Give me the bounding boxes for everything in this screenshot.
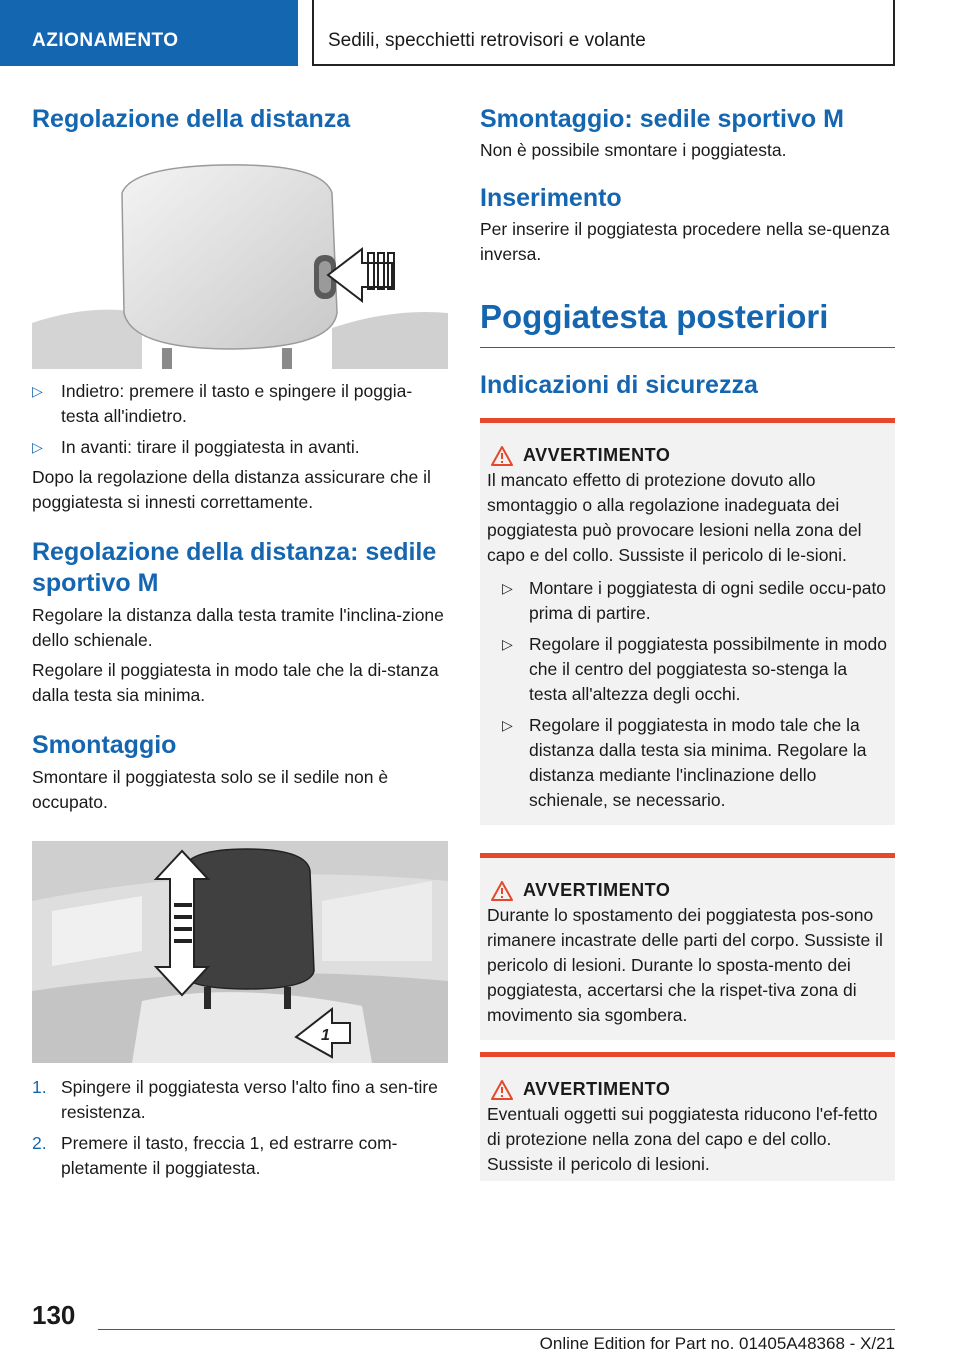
left-column — [32, 100, 448, 1181]
insert-paragraph: Per inserire il poggiatesta procedere nella se-quenza inversa. — [480, 219, 890, 264]
list-item: 1. Spingere il poggiatesta verso l'alto fino a sen-tire resistenza. — [32, 1077, 438, 1122]
triangle-bullet-icon: ▷ — [502, 717, 513, 733]
footer-edition[interactable]: Online Edition for Part no. 01405A48368 - X/21 — [539, 1334, 895, 1353]
warning-title: AVVERTIMENTO — [523, 880, 671, 900]
list-item: ▷ Regolare il poggiatesta possibilmente in modo che il centro del poggiatesta so-stenga la testa all'altezza degli occhi. — [502, 634, 887, 704]
heading-rear-headrests: Poggiatesta posteriori — [480, 297, 895, 348]
removal-steps — [32, 1075, 448, 1181]
heading-insert: Inserimento — [480, 184, 622, 212]
distance-note: Dopo la regolazione della distanza assicurare che il poggiatesta si innesti correttamente. — [32, 467, 431, 512]
headrest-button-illustration — [32, 163, 448, 369]
list-item: ▷ Regolare il poggiatesta in modo tale che la distanza dalla testa sia minima. Regolare la distanza mediante l'inclinazione dello schienale, se necessario. — [502, 715, 867, 810]
triangle-bullet-icon: ▷ — [502, 580, 513, 596]
warning-box — [480, 1052, 895, 1181]
warning-triangle-icon — [491, 1080, 513, 1100]
heading-safety: Indicazioni di sicurezza — [480, 371, 758, 399]
right-column — [480, 100, 895, 1181]
heading-distance: Regolazione della distanza — [32, 105, 351, 133]
footer-divider — [98, 1329, 895, 1330]
heading-sport-distance: Regolazione della distanza: sedile sportivo M — [32, 538, 437, 597]
headrest-button-figure — [32, 163, 448, 369]
step-number: 2. — [32, 1133, 47, 1153]
page-number: 130 — [32, 1300, 76, 1330]
chapter-title: Sedili, specchietti retrovisori e volante — [312, 0, 895, 66]
warning-header — [491, 445, 887, 466]
heading-removal: Smontaggio — [32, 731, 177, 759]
warning-triangle-icon — [491, 881, 513, 901]
figure-callout-label: 1 — [321, 1027, 330, 1044]
removal-sport-paragraph: Non è possibile smontare i poggiatesta. — [480, 140, 787, 160]
warning-header — [491, 880, 887, 901]
step-number: 1. — [32, 1077, 47, 1097]
triangle-bullet-icon: ▷ — [32, 383, 43, 399]
warning-title: AVVERTIMENTO — [523, 1079, 671, 1099]
heading-removal-sport: Smontaggio: sedile sportivo M — [480, 105, 844, 133]
sport-paragraph-2: Regolare il poggiatesta in modo tale che la di-stanza dalla testa sia minima. — [32, 660, 439, 705]
distance-list — [32, 379, 448, 460]
list-item: ▷ In avanti: tirare il poggiatesta in avanti. — [32, 435, 448, 460]
warning-box — [480, 853, 895, 1040]
triangle-bullet-icon: ▷ — [502, 636, 513, 652]
list-item: ▷ Montare i poggiatesta di ogni sedile occu-pato prima di partire. — [502, 578, 887, 623]
warning-header — [491, 1079, 887, 1100]
list-item: 2. Premere il tasto, freccia 1, ed estrarre com-pletamente il poggiatesta. — [32, 1133, 398, 1178]
headrest-removal-illustration — [32, 841, 448, 1063]
warning-list — [487, 576, 887, 813]
list-item: ▷ Indietro: premere il tasto e spingere il poggia-testa all'indietro. — [32, 381, 413, 426]
headrest-removal-figure — [32, 841, 448, 1063]
removal-paragraph: Smontare il poggiatesta solo se il sedile non è occupato. — [32, 767, 389, 812]
triangle-bullet-icon: ▷ — [32, 439, 43, 455]
warning-text: Il mancato effetto di protezione dovuto allo smontaggio o alla regolazione inadeguata dei poggiatesta può provocare lesioni nella zona del capo e del collo. Sussiste il pericolo di le-sioni. — [487, 470, 862, 565]
sport-paragraph-1: Regolare la distanza dalla testa tramite l'inclina-zione dello schienale. — [32, 605, 444, 650]
warning-text: Eventuali oggetti sui poggiatesta riducono l'ef-fetto di protezione nella zona del capo e del collo. Sussiste il pericolo di lesioni. — [487, 1104, 878, 1174]
section-tab[interactable]: AZIONAMENTO — [0, 0, 298, 66]
warning-triangle-icon — [491, 446, 513, 466]
warning-text: Durante lo spostamento dei poggiatesta pos-sono rimanere incastrate delle parti del corpo. Sussiste il pericolo di lesioni. Durante lo sposta-mento dei poggiatesta, accertarsi che la rispet-tiva zona di movimento sia sgombera. — [487, 905, 883, 1025]
warning-title: AVVERTIMENTO — [523, 445, 671, 465]
warning-box — [480, 418, 895, 825]
